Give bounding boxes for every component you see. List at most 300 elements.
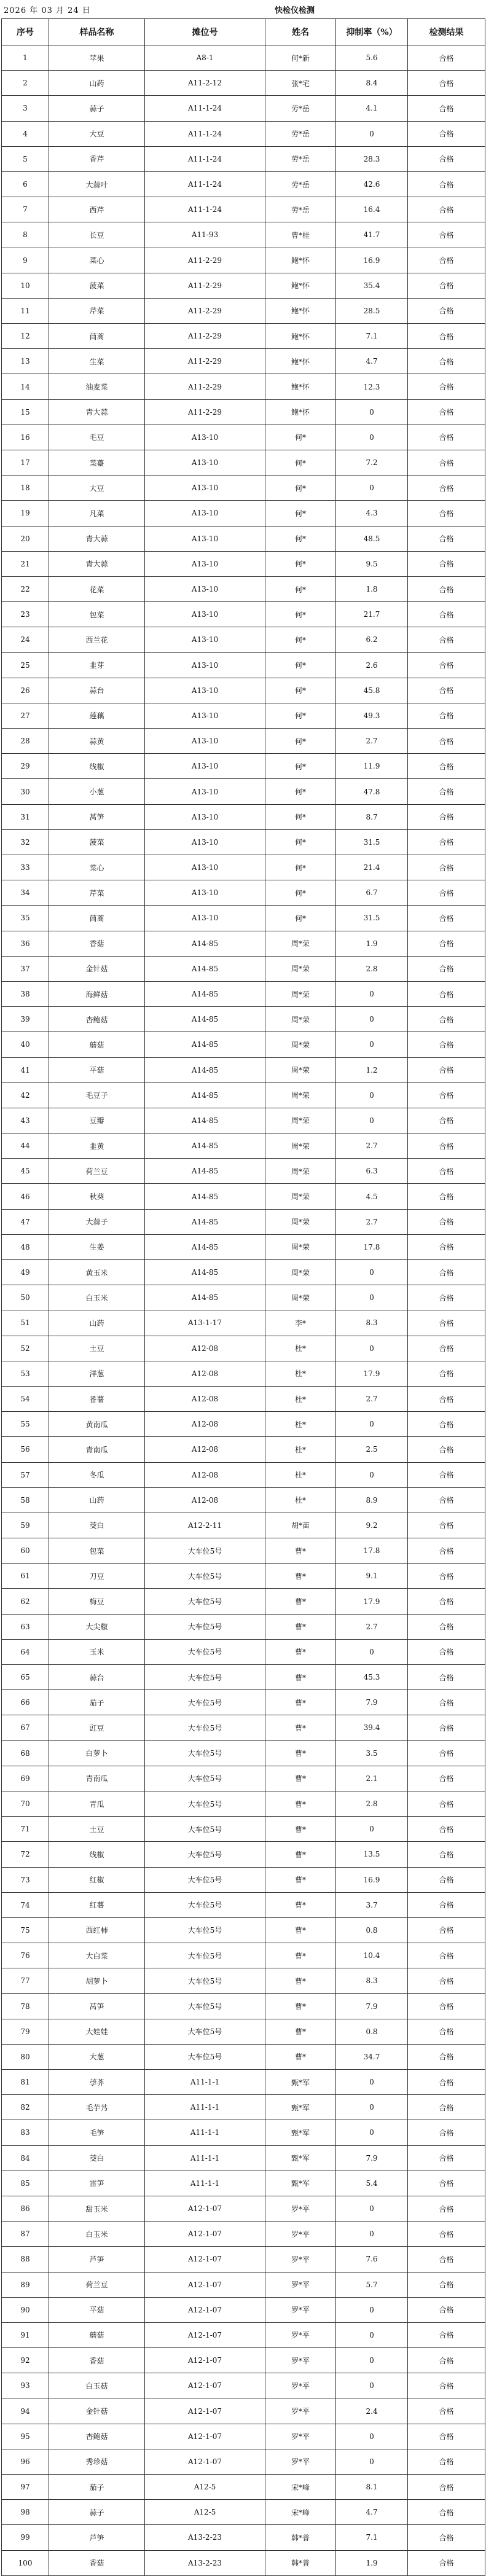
table-row <box>2 880 485 906</box>
cell-sample: 青大蒜 <box>49 551 145 576</box>
cell-result: 合格 <box>408 551 485 576</box>
cell-index: 4 <box>2 121 49 146</box>
cell-sample: 茭白 <box>49 2145 145 2171</box>
cell-sample: 青大蒜 <box>49 399 145 425</box>
cell-index: 28 <box>2 729 49 754</box>
cell-sample: 雷笋 <box>49 2171 145 2196</box>
cell-stall: A13-10 <box>145 652 265 678</box>
cell-name: 周*荣 <box>265 1285 336 1310</box>
cell-index: 29 <box>2 754 49 779</box>
cell-rate: 17.9 <box>336 1361 408 1386</box>
cell-stall: 大车位5号 <box>145 1917 265 1943</box>
table-row <box>2 1994 485 2019</box>
table-row <box>2 324 485 349</box>
cell-index: 25 <box>2 652 49 678</box>
cell-name: 甄*军 <box>265 2171 336 2196</box>
cell-stall: A11-1-24 <box>145 197 265 222</box>
table-row <box>2 121 485 146</box>
table-row <box>2 2171 485 2196</box>
cell-sample: 凡菜 <box>49 501 145 526</box>
cell-result: 合格 <box>408 1690 485 1715</box>
col-header-name: 姓名 <box>265 19 336 45</box>
table-row <box>2 222 485 248</box>
cell-sample: 芹菜 <box>49 298 145 323</box>
table-row <box>2 1917 485 1943</box>
cell-stall: A13-10 <box>145 576 265 601</box>
cell-index: 69 <box>2 1766 49 1791</box>
table-row <box>2 1943 485 1968</box>
table-row <box>2 2196 485 2221</box>
cell-rate: 7.9 <box>336 2145 408 2171</box>
cell-name: 杜* <box>265 1462 336 1487</box>
cell-name: 何* <box>265 829 336 855</box>
cell-sample: 大蒜子 <box>49 1209 145 1234</box>
cell-sample: 西红柿 <box>49 1917 145 1943</box>
cell-rate: 11.9 <box>336 754 408 779</box>
table-row <box>2 2322 485 2347</box>
cell-rate: 13.5 <box>336 1842 408 1867</box>
cell-name: 罗*平 <box>265 2449 336 2474</box>
table-row <box>2 1361 485 1386</box>
cell-sample: 芦笋 <box>49 2247 145 2272</box>
cell-sample: 红薯 <box>49 1892 145 1917</box>
cell-sample: 大豆 <box>49 121 145 146</box>
cell-sample: 青瓜 <box>49 1791 145 1816</box>
cell-stall: 大车位5号 <box>145 1740 265 1766</box>
cell-name: 周*荣 <box>265 1108 336 1133</box>
cell-sample: 包菜 <box>49 602 145 627</box>
cell-rate: 4.7 <box>336 349 408 374</box>
table-header-row <box>2 19 485 45</box>
cell-index: 99 <box>2 2525 49 2550</box>
cell-stall: A14-85 <box>145 1108 265 1133</box>
cell-stall: A12-1-07 <box>145 2322 265 2347</box>
cell-result: 合格 <box>408 197 485 222</box>
cell-result: 合格 <box>408 121 485 146</box>
cell-sample: 黄南瓜 <box>49 1412 145 1437</box>
cell-rate: 7.1 <box>336 2525 408 2550</box>
cell-name: 鲍*怀 <box>265 273 336 298</box>
table-row <box>2 804 485 829</box>
cell-stall: 大车位5号 <box>145 1665 265 1690</box>
cell-stall: A13-10 <box>145 476 265 501</box>
cell-result: 合格 <box>408 1184 485 1209</box>
table-row <box>2 425 485 450</box>
cell-index: 90 <box>2 2297 49 2322</box>
table-row <box>2 1842 485 1867</box>
cell-sample: 毛豆子 <box>49 1082 145 1108</box>
table-row <box>2 855 485 880</box>
cell-name: 宋*峰 <box>265 2500 336 2525</box>
cell-name: 罗*平 <box>265 2222 336 2247</box>
cell-sample: 线椒 <box>49 754 145 779</box>
cell-rate: 2.7 <box>336 1614 408 1639</box>
cell-result: 合格 <box>408 1234 485 1259</box>
cell-name: 何* <box>265 754 336 779</box>
cell-index: 76 <box>2 1943 49 1968</box>
table-row <box>2 248 485 273</box>
cell-result: 合格 <box>408 146 485 171</box>
cell-sample: 菜心 <box>49 248 145 273</box>
cell-sample: 冬瓜 <box>49 1462 145 1487</box>
cell-result: 合格 <box>408 248 485 273</box>
cell-result: 合格 <box>408 222 485 248</box>
cell-rate: 0 <box>336 2373 408 2398</box>
cell-name: 鲍*怀 <box>265 324 336 349</box>
cell-index: 95 <box>2 2424 49 2449</box>
cell-name: 何* <box>265 703 336 728</box>
table-row <box>2 1487 485 1513</box>
cell-stall: A12-08 <box>145 1487 265 1513</box>
table-row <box>2 1310 485 1336</box>
cell-name: 曹* <box>265 1817 336 1842</box>
cell-index: 38 <box>2 981 49 1006</box>
cell-rate: 9.2 <box>336 1513 408 1538</box>
table-row <box>2 906 485 931</box>
cell-sample: 蒜台 <box>49 678 145 703</box>
table-row <box>2 2019 485 2044</box>
cell-index: 30 <box>2 779 49 804</box>
cell-result: 合格 <box>408 2398 485 2424</box>
table-row <box>2 1159 485 1184</box>
cell-rate: 0 <box>336 2196 408 2221</box>
cell-name: 曹* <box>265 1740 336 1766</box>
cell-result: 合格 <box>408 2373 485 2398</box>
cell-sample: 大蒜叶 <box>49 171 145 197</box>
cell-stall: A11-2-29 <box>145 399 265 425</box>
cell-result: 合格 <box>408 1032 485 1057</box>
cell-rate: 0 <box>336 1260 408 1285</box>
cell-sample: 胡萝卜 <box>49 1968 145 1994</box>
cell-name: 鲍*怀 <box>265 349 336 374</box>
cell-rate: 34.7 <box>336 2044 408 2069</box>
cell-index: 15 <box>2 399 49 425</box>
cell-sample: 毛豆 <box>49 425 145 450</box>
cell-result: 合格 <box>408 1564 485 1589</box>
cell-name: 曹* <box>265 1994 336 2019</box>
cell-stall: A13-10 <box>145 779 265 804</box>
cell-stall: A12-1-07 <box>145 2196 265 2221</box>
cell-rate: 21.7 <box>336 602 408 627</box>
cell-result: 合格 <box>408 576 485 601</box>
cell-rate: 7.6 <box>336 2247 408 2272</box>
table-row <box>2 1108 485 1133</box>
cell-index: 23 <box>2 602 49 627</box>
cell-index: 54 <box>2 1386 49 1411</box>
cell-result: 合格 <box>408 652 485 678</box>
cell-sample: 菠菜 <box>49 273 145 298</box>
table-row <box>2 1614 485 1639</box>
table-row <box>2 602 485 627</box>
cell-sample: 番薯 <box>49 1386 145 1411</box>
col-header-rate: 抑制率（%） <box>336 19 408 45</box>
cell-result: 合格 <box>408 1209 485 1234</box>
table-row <box>2 576 485 601</box>
cell-result: 合格 <box>408 476 485 501</box>
cell-rate: 4.1 <box>336 96 408 121</box>
cell-rate: 17.9 <box>336 1589 408 1614</box>
cell-result: 合格 <box>408 1133 485 1159</box>
cell-stall: A11-1-1 <box>145 2095 265 2120</box>
cell-result: 合格 <box>408 45 485 71</box>
cell-index: 58 <box>2 1487 49 1513</box>
table-row <box>2 71 485 96</box>
cell-sample: 杏鲍菇 <box>49 1007 145 1032</box>
cell-rate: 1.9 <box>336 2550 408 2575</box>
cell-stall: A12-5 <box>145 2500 265 2525</box>
cell-result: 合格 <box>408 1917 485 1943</box>
cell-rate: 16.9 <box>336 1867 408 1892</box>
cell-sample: 秀珍菇 <box>49 2449 145 2474</box>
table-row <box>2 96 485 121</box>
cell-name: 周*荣 <box>265 981 336 1006</box>
cell-name: 罗*平 <box>265 2348 336 2373</box>
cell-result: 合格 <box>408 1361 485 1386</box>
table-row <box>2 2145 485 2171</box>
table-row <box>2 1184 485 1209</box>
cell-rate: 0 <box>336 2095 408 2120</box>
cell-result: 合格 <box>408 1817 485 1842</box>
cell-sample: 茼蒿 <box>49 324 145 349</box>
cell-result: 合格 <box>408 2171 485 2196</box>
cell-result: 合格 <box>408 1108 485 1133</box>
cell-index: 18 <box>2 476 49 501</box>
table-row <box>2 2044 485 2069</box>
table-row <box>2 2500 485 2525</box>
cell-result: 合格 <box>408 1892 485 1917</box>
cell-rate: 2.7 <box>336 729 408 754</box>
cell-sample: 蒜台 <box>49 1665 145 1690</box>
cell-rate: 42.6 <box>336 171 408 197</box>
cell-result: 合格 <box>408 324 485 349</box>
cell-index: 9 <box>2 248 49 273</box>
cell-index: 92 <box>2 2348 49 2373</box>
cell-result: 合格 <box>408 1437 485 1462</box>
cell-result: 合格 <box>408 2145 485 2171</box>
cell-rate: 10.4 <box>336 1943 408 1968</box>
cell-rate: 0 <box>336 2449 408 2474</box>
table-row <box>2 1715 485 1740</box>
cell-name: 周*荣 <box>265 1159 336 1184</box>
cell-stall: A11-2-12 <box>145 71 265 96</box>
cell-sample: 包菜 <box>49 1538 145 1564</box>
cell-name: 曹* <box>265 1665 336 1690</box>
cell-sample: 茼蒿 <box>49 906 145 931</box>
cell-rate: 3.7 <box>336 1892 408 1917</box>
report-title: 快检仪检测 <box>275 6 315 15</box>
cell-index: 94 <box>2 2398 49 2424</box>
table-row <box>2 349 485 374</box>
cell-rate: 0 <box>336 2348 408 2373</box>
cell-name: 罗*平 <box>265 2247 336 2272</box>
table-row <box>2 703 485 728</box>
cell-sample: 芦笋 <box>49 2525 145 2550</box>
cell-index: 70 <box>2 1791 49 1816</box>
cell-index: 91 <box>2 2322 49 2347</box>
cell-stall: A12-1-07 <box>145 2398 265 2424</box>
cell-name: 何* <box>265 476 336 501</box>
cell-result: 合格 <box>408 678 485 703</box>
cell-sample: 白玉菇 <box>49 2373 145 2398</box>
cell-sample: 荷兰豆 <box>49 1159 145 1184</box>
cell-sample: 甜玉米 <box>49 2196 145 2221</box>
cell-rate: 8.4 <box>336 71 408 96</box>
cell-sample: 蒜黄 <box>49 729 145 754</box>
cell-name: 周*荣 <box>265 1032 336 1057</box>
cell-stall: A11-2-29 <box>145 374 265 399</box>
cell-sample: 平菇 <box>49 1057 145 1082</box>
cell-rate: 0 <box>336 1817 408 1842</box>
cell-name: 周*荣 <box>265 931 336 956</box>
table-row <box>2 1082 485 1108</box>
cell-stall: A13-10 <box>145 425 265 450</box>
cell-stall: A14-85 <box>145 1234 265 1259</box>
cell-index: 81 <box>2 2070 49 2095</box>
table-row <box>2 981 485 1006</box>
cell-sample: 山药 <box>49 1310 145 1336</box>
cell-stall: 大车位5号 <box>145 1791 265 1816</box>
cell-sample: 金针菇 <box>49 956 145 981</box>
cell-name: 杜* <box>265 1336 336 1361</box>
cell-name: 罗*平 <box>265 2322 336 2347</box>
cell-name: 宋*峰 <box>265 2475 336 2500</box>
cell-rate: 16.9 <box>336 248 408 273</box>
cell-index: 97 <box>2 2475 49 2500</box>
cell-sample: 青南瓜 <box>49 1766 145 1791</box>
cell-sample: 花菜 <box>49 576 145 601</box>
cell-rate: 0 <box>336 476 408 501</box>
cell-rate: 8.7 <box>336 804 408 829</box>
cell-stall: A14-85 <box>145 1184 265 1209</box>
table-row <box>2 2398 485 2424</box>
cell-stall: A11-2-29 <box>145 298 265 323</box>
report-date: 2026 年 03 月 24 日 <box>4 6 91 15</box>
cell-rate: 0 <box>336 2424 408 2449</box>
cell-index: 1 <box>2 45 49 71</box>
cell-stall: A13-10 <box>145 551 265 576</box>
cell-result: 合格 <box>408 1412 485 1437</box>
table-row <box>2 1892 485 1917</box>
cell-name: 曹* <box>265 1614 336 1639</box>
cell-stall: A13-10 <box>145 501 265 526</box>
cell-stall: 大车位5号 <box>145 2044 265 2069</box>
cell-name: 鲍*怀 <box>265 248 336 273</box>
cell-stall: A14-85 <box>145 1133 265 1159</box>
cell-result: 合格 <box>408 981 485 1006</box>
cell-sample: 大尖椒 <box>49 1614 145 1639</box>
cell-result: 合格 <box>408 1007 485 1032</box>
cell-sample: 莴笋 <box>49 804 145 829</box>
table-row <box>2 45 485 71</box>
table-row <box>2 1437 485 1462</box>
cell-sample: 土豆 <box>49 1817 145 1842</box>
cell-rate: 2.5 <box>336 1437 408 1462</box>
cell-stall: A12-08 <box>145 1336 265 1361</box>
cell-rate: 0.8 <box>336 2019 408 2044</box>
cell-result: 合格 <box>408 1943 485 1968</box>
cell-result: 合格 <box>408 1513 485 1538</box>
cell-sample: 小葱 <box>49 779 145 804</box>
cell-rate: 0 <box>336 1639 408 1664</box>
cell-stall: A13-10 <box>145 526 265 551</box>
cell-index: 12 <box>2 324 49 349</box>
cell-name: 何* <box>265 501 336 526</box>
cell-rate: 49.3 <box>336 703 408 728</box>
cell-name: 周*荣 <box>265 1133 336 1159</box>
cell-index: 84 <box>2 2145 49 2171</box>
cell-sample: 山药 <box>49 1487 145 1513</box>
cell-stall: A13-2-23 <box>145 2550 265 2575</box>
cell-sample: 金针菇 <box>49 2398 145 2424</box>
cell-result: 合格 <box>408 2272 485 2297</box>
cell-sample: 菜薹 <box>49 450 145 476</box>
cell-sample: 芹菜 <box>49 880 145 906</box>
cell-index: 43 <box>2 1108 49 1133</box>
cell-index: 22 <box>2 576 49 601</box>
cell-index: 55 <box>2 1412 49 1437</box>
cell-stall: 大车位5号 <box>145 1994 265 2019</box>
cell-sample: 蒜子 <box>49 96 145 121</box>
table-row <box>2 2272 485 2297</box>
cell-rate: 35.4 <box>336 273 408 298</box>
cell-stall: A13-10 <box>145 804 265 829</box>
table-row <box>2 1234 485 1259</box>
table-row <box>2 931 485 956</box>
cell-index: 63 <box>2 1614 49 1639</box>
cell-sample: 菠菜 <box>49 829 145 855</box>
cell-stall: A13-10 <box>145 754 265 779</box>
cell-name: 曹* <box>265 1690 336 1715</box>
cell-index: 17 <box>2 450 49 476</box>
cell-stall: A14-85 <box>145 1007 265 1032</box>
cell-result: 合格 <box>408 1740 485 1766</box>
cell-index: 36 <box>2 931 49 956</box>
cell-name: 何* <box>265 627 336 652</box>
cell-result: 合格 <box>408 779 485 804</box>
cell-sample: 杏鲍菇 <box>49 2424 145 2449</box>
table-row <box>2 171 485 197</box>
cell-name: 劳*岳 <box>265 171 336 197</box>
cell-index: 41 <box>2 1057 49 1082</box>
cell-stall: A12-1-07 <box>145 2272 265 2297</box>
cell-index: 47 <box>2 1209 49 1234</box>
cell-index: 3 <box>2 96 49 121</box>
cell-rate: 1.9 <box>336 931 408 956</box>
cell-stall: A14-85 <box>145 1032 265 1057</box>
cell-sample: 山药 <box>49 71 145 96</box>
cell-index: 34 <box>2 880 49 906</box>
cell-result: 合格 <box>408 374 485 399</box>
cell-sample: 线椒 <box>49 1842 145 1867</box>
cell-name: 鲍*怀 <box>265 374 336 399</box>
cell-index: 53 <box>2 1361 49 1386</box>
table-row <box>2 1564 485 1589</box>
cell-stall: A13-10 <box>145 855 265 880</box>
cell-stall: 大车位5号 <box>145 1639 265 1664</box>
cell-stall: A14-85 <box>145 956 265 981</box>
cell-result: 合格 <box>408 349 485 374</box>
cell-result: 合格 <box>408 1639 485 1664</box>
cell-rate: 8.3 <box>336 1968 408 1994</box>
cell-rate: 2.1 <box>336 1766 408 1791</box>
cell-result: 合格 <box>408 2449 485 2474</box>
cell-name: 劳*岳 <box>265 197 336 222</box>
cell-sample: 莴笋 <box>49 1994 145 2019</box>
cell-sample: 白萝卜 <box>49 1740 145 1766</box>
cell-index: 67 <box>2 1715 49 1740</box>
cell-index: 46 <box>2 1184 49 1209</box>
table-row <box>2 146 485 171</box>
